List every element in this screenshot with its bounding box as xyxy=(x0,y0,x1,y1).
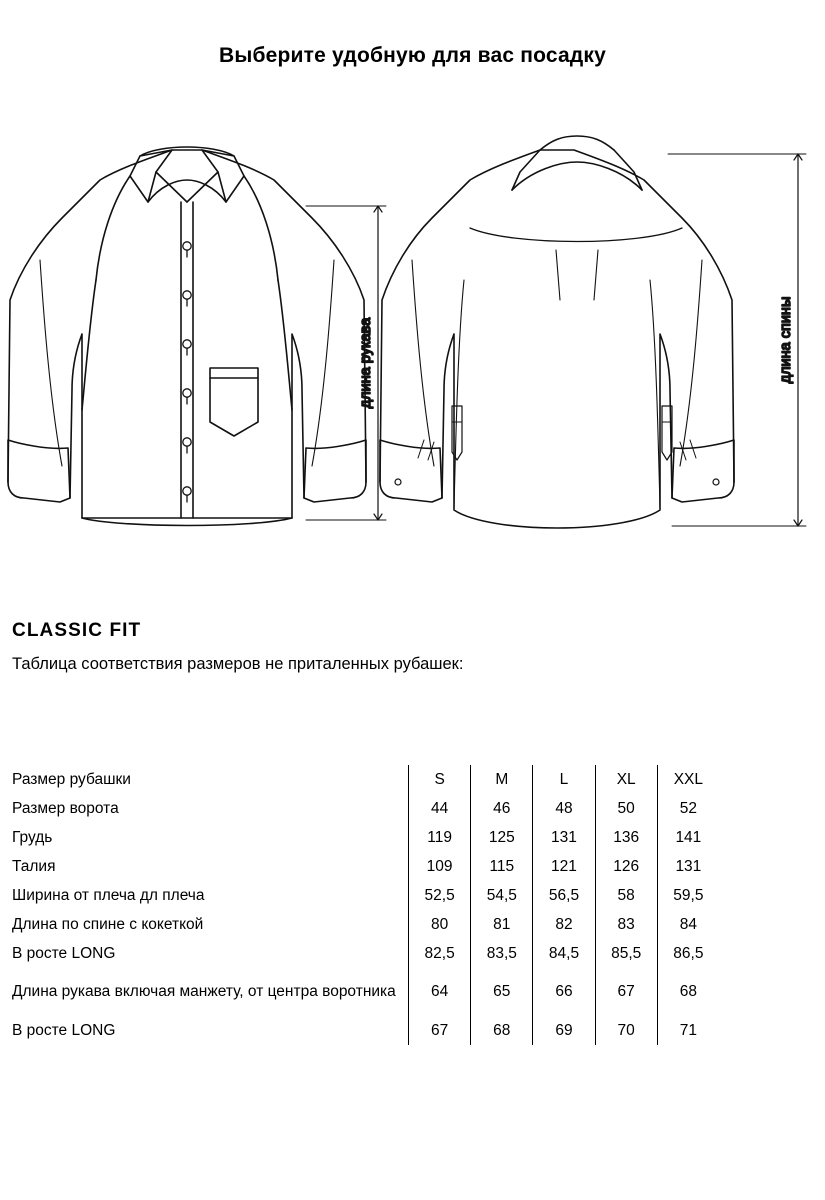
row-value: 50 xyxy=(595,794,657,823)
row-value: 81 xyxy=(471,910,533,939)
table-row xyxy=(12,823,719,852)
row-value: 52 xyxy=(657,794,719,823)
row-label: Талия xyxy=(12,857,56,875)
row-value: 48 xyxy=(533,794,595,823)
table-row xyxy=(12,939,719,968)
row-value: 131 xyxy=(657,852,719,881)
row-value: 126 xyxy=(595,852,657,881)
row-value: 109 xyxy=(409,852,471,881)
row-label: В росте LONG xyxy=(12,1021,116,1039)
row-value: 84 xyxy=(657,910,719,939)
column-header-m: M xyxy=(471,765,533,794)
row-value: 58 xyxy=(595,881,657,910)
table-row xyxy=(12,881,719,910)
row-value: 131 xyxy=(533,823,595,852)
column-header-xxl: XXL xyxy=(657,765,719,794)
table-row xyxy=(12,968,719,1016)
row-value: 85,5 xyxy=(595,939,657,968)
row-label: Длина рукава включая манжету, от центра воротника xyxy=(12,982,396,1000)
row-label: Размер ворота xyxy=(12,799,119,817)
sleeve-length-dimension xyxy=(306,206,386,520)
row-value: 66 xyxy=(533,968,595,1016)
page-title: Выберите удобную для вас посадку xyxy=(218,44,607,67)
row-value: 82,5 xyxy=(409,939,471,968)
row-label: Грудь xyxy=(12,828,53,846)
row-value: 59,5 xyxy=(657,881,719,910)
row-value: 52,5 xyxy=(409,881,471,910)
row-value: 121 xyxy=(533,852,595,881)
row-value: 54,5 xyxy=(471,881,533,910)
table-row xyxy=(12,1016,719,1045)
row-value: 125 xyxy=(471,823,533,852)
table-header-row xyxy=(12,765,719,794)
row-value: 69 xyxy=(533,1016,595,1045)
row-label: В росте LONG xyxy=(12,944,116,962)
row-value: 86,5 xyxy=(657,939,719,968)
row-value: 119 xyxy=(409,823,471,852)
table-row xyxy=(12,910,719,939)
row-value: 64 xyxy=(409,968,471,1016)
row-value: 67 xyxy=(409,1016,471,1045)
back-length-label: длина спины xyxy=(778,296,794,384)
table-row xyxy=(12,794,719,823)
row-value: 67 xyxy=(595,968,657,1016)
shirt-back-view xyxy=(380,136,734,528)
size-table xyxy=(12,765,719,1045)
row-value: 65 xyxy=(471,968,533,1016)
shirt-illustration xyxy=(0,110,825,560)
row-value: 68 xyxy=(657,968,719,1016)
row-value: 82 xyxy=(533,910,595,939)
fit-name: CLASSIC FIT xyxy=(12,620,142,641)
row-label: Длина по спине с кокеткой xyxy=(12,915,204,933)
row-value: 68 xyxy=(471,1016,533,1045)
row-value: 80 xyxy=(409,910,471,939)
row-value: 44 xyxy=(409,794,471,823)
column-header-xl: XL xyxy=(595,765,657,794)
column-header-l: L xyxy=(533,765,595,794)
shirt-front-view xyxy=(8,147,366,526)
row-label: Ширина от плеча дл плеча xyxy=(12,886,205,904)
row-value: 115 xyxy=(471,852,533,881)
sleeve-length-label: длина рукава xyxy=(358,317,374,409)
row-value: 46 xyxy=(471,794,533,823)
row-value: 56,5 xyxy=(533,881,595,910)
row-value: 71 xyxy=(657,1016,719,1045)
row-value: 83,5 xyxy=(471,939,533,968)
row-value: 84,5 xyxy=(533,939,595,968)
row-value: 141 xyxy=(657,823,719,852)
row-value: 70 xyxy=(595,1016,657,1045)
table-row xyxy=(12,852,719,881)
column-header-s: S xyxy=(409,765,471,794)
fit-description: Таблица соответствия размеров не приталенных рубашек: xyxy=(12,655,464,673)
row-value: 136 xyxy=(595,823,657,852)
row-value: 83 xyxy=(595,910,657,939)
table-header-label: Размер рубашки xyxy=(12,770,131,788)
